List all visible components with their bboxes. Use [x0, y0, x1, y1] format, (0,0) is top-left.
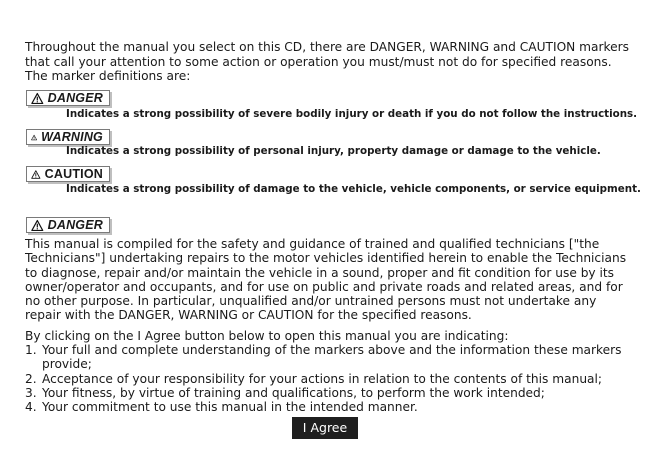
- danger-description: Indicates a strong possibility of severe bodily injury or death if you do not follow the instructions.: [66, 108, 638, 120]
- list-item-number: 3.: [25, 385, 37, 400]
- list-item: [25, 386, 631, 400]
- marker-label: CAUTION: [44, 167, 103, 181]
- list-item-number: 1.: [25, 343, 37, 357]
- list-item-text: Acceptance of your responsibility for your actions in relation to the contents of this manual;: [42, 371, 603, 386]
- notice-body: This manual is compiled for the safety and guidance of trained and qualified technicians ["the Technicians"] undertaking repairs to the motor vehicles identified herein to enable the Technicians to diagnose, repair and/or maintain the vehicle in a sound, proper and fit condition for use by its owner/operator and occupants, and for use on public and private roads and related areas, and for no other purpose. In particular, unqualified and/or untrained persons must not undertake any repair with the DANGER, WARNING or CAUTION for the specified reasons.: [25, 237, 627, 323]
- agreement-lead: By clicking on the I Agree button below to open this manual you are indicating:: [25, 329, 509, 343]
- list-item: [25, 400, 631, 414]
- caution-marker-badge: [26, 166, 110, 182]
- list-item: [25, 343, 631, 372]
- marker-label: DANGER: [47, 218, 103, 232]
- warning-triangle-icon: [31, 168, 41, 181]
- notice-danger-badge: [26, 217, 110, 233]
- caution-description: Indicates a strong possibility of damage to the vehicle, vehicle components, or service equipment.: [66, 183, 641, 195]
- list-item-text: Your commitment to use this manual in the intended manner.: [42, 400, 418, 415]
- warning-triangle-icon: [31, 219, 44, 232]
- danger-marker-badge: [26, 90, 110, 106]
- list-item-text: Your fitness, by virtue of training and qualifications, to perform the work intended;: [42, 385, 545, 400]
- agreement-list: [25, 343, 631, 414]
- warning-triangle-icon: [31, 92, 44, 105]
- warning-description: Indicates a strong possibility of personal injury, property damage or damage to the vehicle.: [66, 145, 601, 157]
- list-item-text: Your full and complete understanding of the markers above and the information these markers provide;: [42, 343, 622, 372]
- i-agree-button[interactable]: I Agree: [292, 417, 358, 439]
- list-item-number: 2.: [25, 371, 37, 386]
- list-item-number: 4.: [25, 400, 37, 415]
- marker-label: DANGER: [47, 91, 103, 105]
- warning-marker-badge: [26, 129, 110, 145]
- intro-text: Throughout the manual you select on this CD, there are DANGER, WARNING and CAUTION markers that call your attention to some action or operation you must/must not do for specified reasons. The marker definitions are:: [25, 40, 629, 84]
- marker-label: WARNING: [41, 130, 103, 144]
- list-item: [25, 372, 631, 386]
- warning-triangle-icon: [31, 131, 37, 144]
